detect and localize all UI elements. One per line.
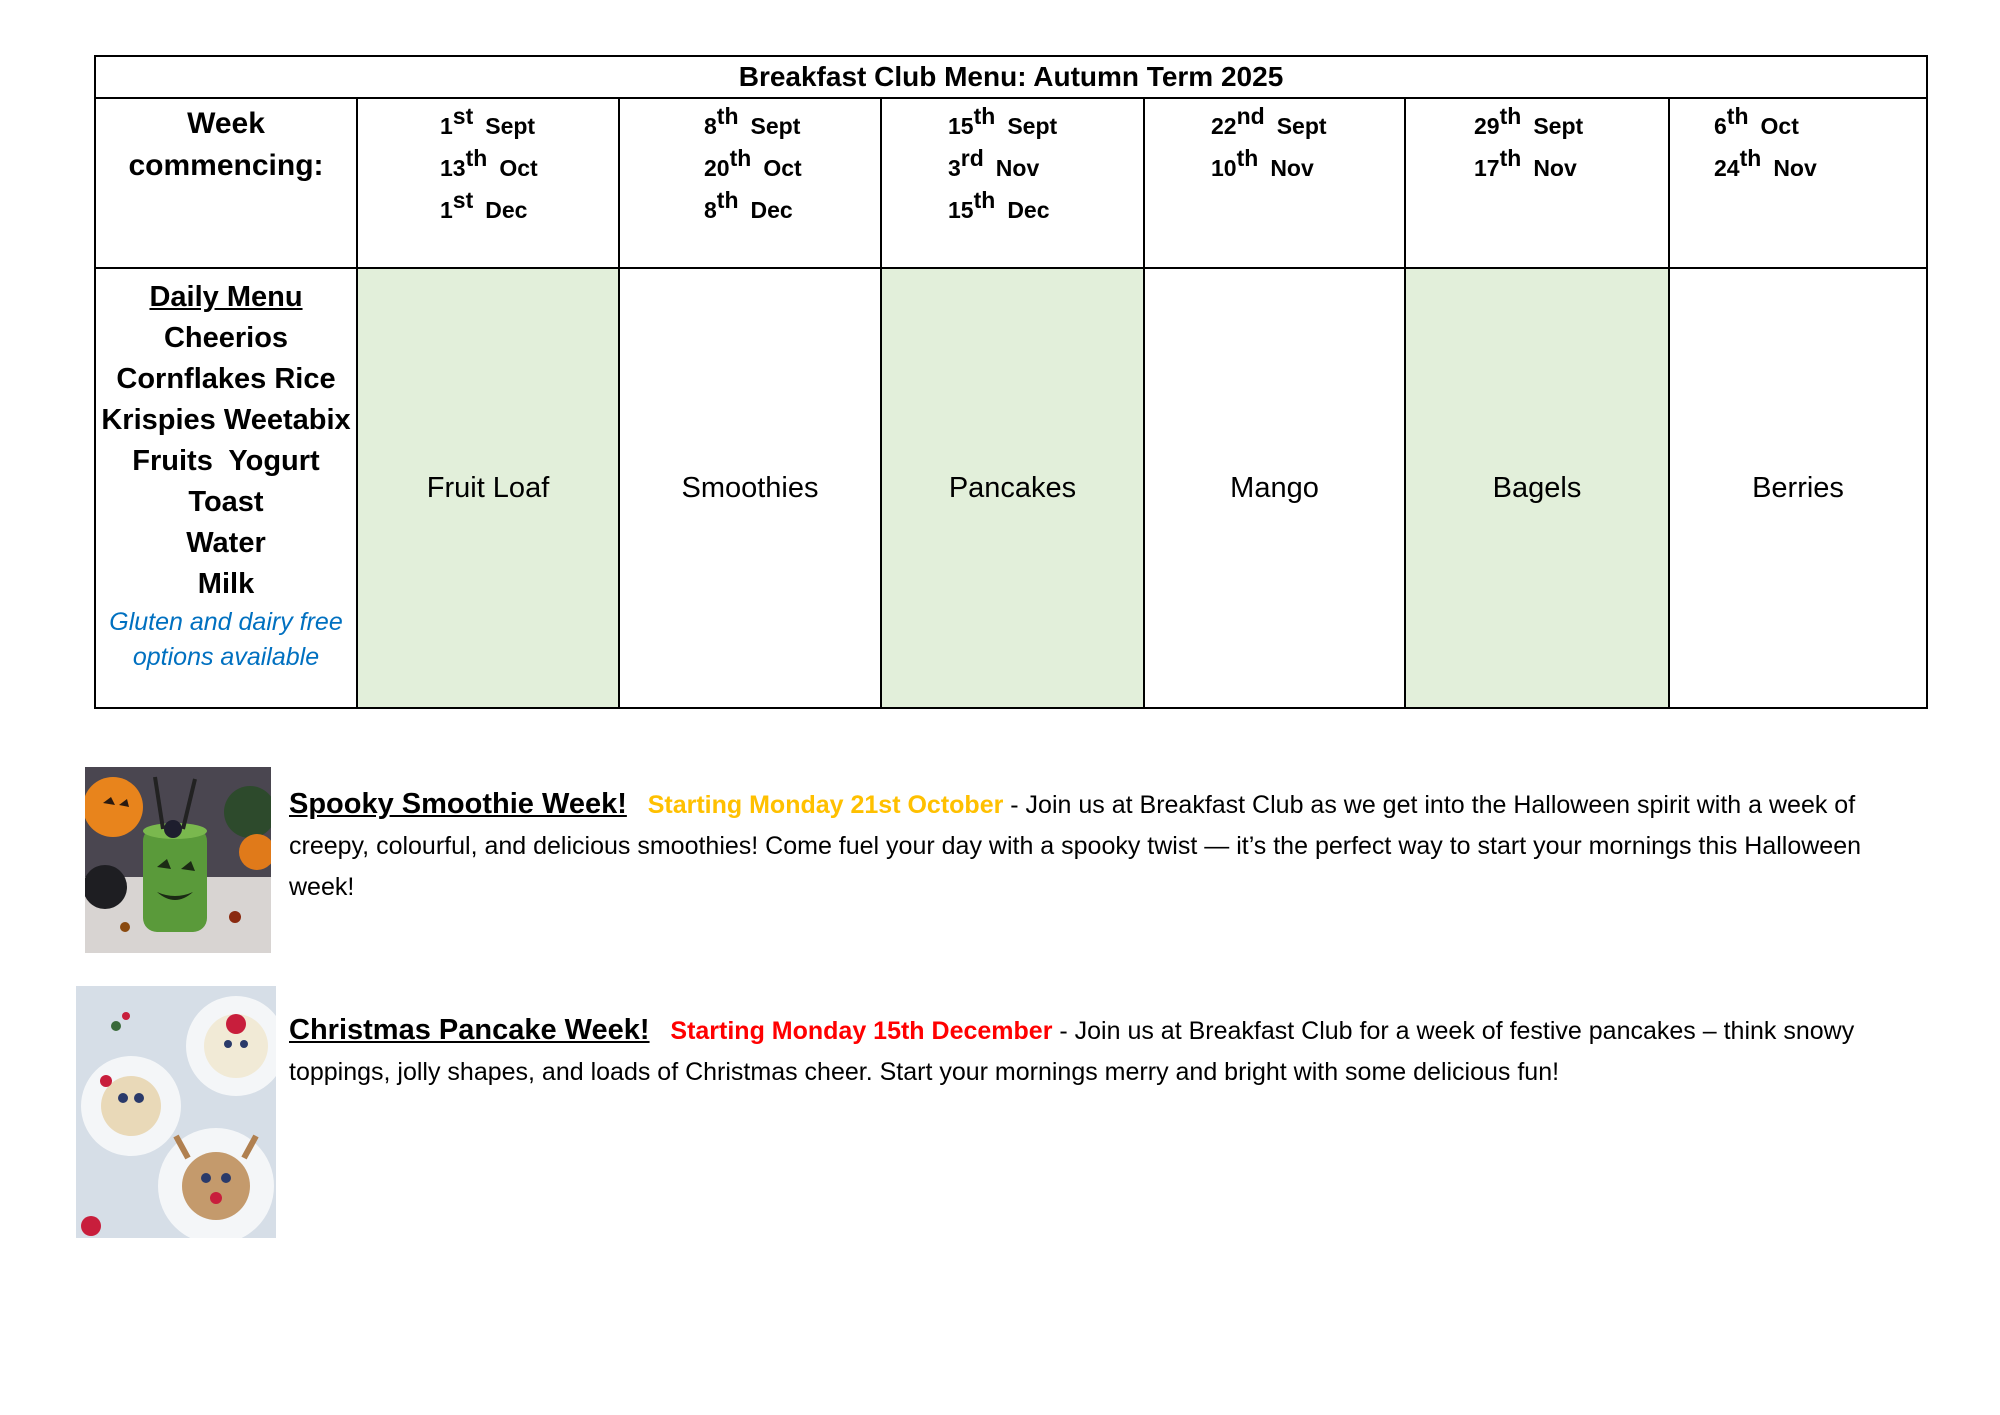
promo-title: Christmas Pancake Week! <box>289 1014 650 1046</box>
week-date-suffix: rd <box>960 145 984 171</box>
week-dates-3 <box>881 98 1144 268</box>
dietary-note: Gluten and dairy free options available <box>109 608 343 671</box>
special-week-2: Smoothies <box>619 268 881 708</box>
week-date-day: 24th <box>1714 145 1762 181</box>
special-week-1: Fruit Loaf <box>357 268 619 708</box>
week-date-suffix: th <box>729 145 752 171</box>
promo-spooky-smoothie <box>289 784 1899 908</box>
week-date-month: Sept <box>1007 113 1058 139</box>
week-date-month: Nov <box>1773 155 1817 181</box>
week-dates-4 <box>1144 98 1405 268</box>
week-date-day: 8th <box>704 103 739 139</box>
week-dates-2 <box>619 98 881 268</box>
promo-body: - Join us at Breakfast Club for a week of festive pancakes – think snowy toppings, jolly shapes, and loads of Christmas cheer. Start your mornings merry and bright with some delicious fun! <box>289 1017 1862 1086</box>
promo-christmas-pancake <box>289 1010 1899 1093</box>
week-date <box>704 147 880 189</box>
week-date-month: Sept <box>1276 113 1327 139</box>
week-date-day: 1st <box>440 187 474 223</box>
special-week-5: Bagels <box>1405 268 1669 708</box>
week-date-suffix: st <box>452 187 474 213</box>
christmas-pancake-image <box>76 986 276 1238</box>
menu-table <box>94 55 1928 709</box>
week-date-day: 1st <box>440 103 474 139</box>
week-date-day: 22nd <box>1211 103 1265 139</box>
week-date-day: 8th <box>704 187 739 223</box>
menu-title: Breakfast Club Menu: Autumn Term 2025 <box>95 56 1927 98</box>
special-week-3: Pancakes <box>881 268 1144 708</box>
week-date-month: Oct <box>1760 113 1799 139</box>
promo-date: Starting Monday 15th December <box>670 1017 1053 1045</box>
week-date <box>440 189 618 231</box>
week-date-suffix: th <box>716 187 739 213</box>
week-date-suffix: th <box>465 145 488 171</box>
daily-menu-item: Water <box>186 527 266 559</box>
week-date-suffix: st <box>452 103 474 129</box>
week-date <box>704 105 880 147</box>
week-date <box>1474 105 1668 147</box>
week-date-suffix: th <box>1499 103 1522 129</box>
week-date-day: 15th <box>948 187 996 223</box>
week-date-suffix: th <box>973 103 996 129</box>
week-date-month: Oct <box>499 155 538 181</box>
daily-menu-item: Fruits Yogurt <box>132 445 320 477</box>
daily-menu <box>95 268 357 708</box>
halloween-smoothie-image <box>85 767 271 953</box>
week-date <box>948 105 1143 147</box>
week-date-day: 13th <box>440 145 488 181</box>
week-commencing-label: Week commencing: <box>95 98 357 268</box>
week-date-month: Dec <box>485 197 528 223</box>
week-date-day: 15th <box>948 103 996 139</box>
special-week-6: Berries <box>1669 268 1927 708</box>
week-date-month: Sept <box>485 113 536 139</box>
week-date-suffix: th <box>1499 145 1522 171</box>
week-date <box>1211 105 1404 147</box>
daily-menu-item: Krispies Weetabix <box>101 404 351 436</box>
week-date-suffix: th <box>1236 145 1259 171</box>
week-date-day: 20th <box>704 145 752 181</box>
week-date-day: 10th <box>1211 145 1259 181</box>
week-date <box>704 189 880 231</box>
promo-body: - Join us at Breakfast Club as we get into the Halloween spirit with a week of creepy, colourful, and delicious smoothies! Come fuel your day with a spooky twist — it’s the perfect way to start your mornings this Halloween week! <box>289 791 1883 901</box>
week-date <box>1714 105 1926 147</box>
week-date <box>1474 147 1668 189</box>
week-date-suffix: th <box>1726 103 1749 129</box>
week-date-suffix: th <box>716 103 739 129</box>
week-dates-1 <box>357 98 619 268</box>
week-date <box>440 147 618 189</box>
promo-title: Spooky Smoothie Week! <box>289 788 627 820</box>
daily-menu-heading: Daily Menu <box>149 281 303 313</box>
week-date-day: 3rd <box>948 145 984 181</box>
daily-menu-item: Milk <box>197 568 255 600</box>
week-date-month: Dec <box>1007 197 1050 223</box>
week-date-day: 17th <box>1474 145 1522 181</box>
week-dates-5 <box>1405 98 1669 268</box>
promo-date: Starting Monday 21st October <box>647 791 1004 819</box>
week-date-month: Nov <box>1533 155 1577 181</box>
week-date <box>948 147 1143 189</box>
week-date <box>440 105 618 147</box>
week-date-month: Dec <box>750 197 793 223</box>
week-date <box>1211 147 1404 189</box>
week-date-suffix: nd <box>1236 103 1265 129</box>
special-week-4: Mango <box>1144 268 1405 708</box>
week-date-month: Sept <box>750 113 801 139</box>
daily-menu-item: Cornflakes Rice <box>116 363 336 395</box>
daily-menu-item: Toast <box>188 486 264 518</box>
week-date <box>948 189 1143 231</box>
week-date-suffix: th <box>1739 145 1762 171</box>
week-date <box>1714 147 1926 189</box>
week-date-month: Nov <box>1270 155 1314 181</box>
week-date-day: 6th <box>1714 103 1749 139</box>
daily-menu-item: Cheerios <box>163 322 289 354</box>
week-date-month: Nov <box>995 155 1040 181</box>
week-date-month: Sept <box>1533 113 1584 139</box>
week-date-suffix: th <box>973 187 996 213</box>
week-date-day: 29th <box>1474 103 1522 139</box>
week-dates-6 <box>1669 98 1927 268</box>
week-date-month: Oct <box>763 155 802 181</box>
